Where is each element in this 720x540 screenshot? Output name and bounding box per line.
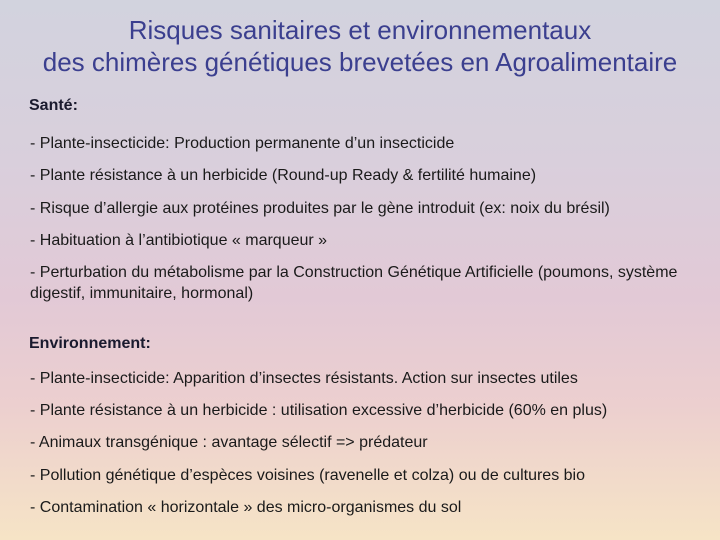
environnement-item-2: - Plante résistance à un herbicide : utilisation excessive d’herbicide (60% en plus) [30, 402, 608, 419]
section-heading-environnement: Environnement: [29, 335, 151, 352]
sante-item-5: - Perturbation du métabolisme par la Construction Génétique Artificielle (poumons, système digestif, immunitaire, hormonal) [30, 264, 678, 302]
slide-title-line-1: Risques sanitaires et environnementaux [128, 15, 592, 45]
environnement-item-3: - Animaux transgénique : avantage sélectif => prédateur [30, 434, 428, 451]
environnement-item-5: - Contamination « horizontale » des micro-organismes du sol [30, 499, 462, 516]
slide-title [0, 14, 720, 78]
sante-item-3: - Risque d’allergie aux protéines produites par le gène introduit (ex: noix du brésil) [30, 200, 610, 217]
environnement-item-1: - Plante-insecticide: Apparition d’insectes résistants. Action sur insectes utiles [30, 370, 578, 387]
slide-title-line-2: des chimères génétiques brevetées en Agroalimentaire [42, 47, 678, 77]
sante-item-4: - Habituation à l’antibiotique « marqueur » [30, 232, 328, 249]
sante-item-2: - Plante résistance à un herbicide (Round-up Ready & fertilité humaine) [30, 167, 537, 184]
environnement-item-4: - Pollution génétique d’espèces voisines (ravenelle et colza) ou de cultures bio [30, 467, 585, 484]
sante-item-1: - Plante-insecticide: Production permanente d’un insecticide [30, 135, 455, 152]
section-heading-sante: Santé: [29, 97, 78, 114]
